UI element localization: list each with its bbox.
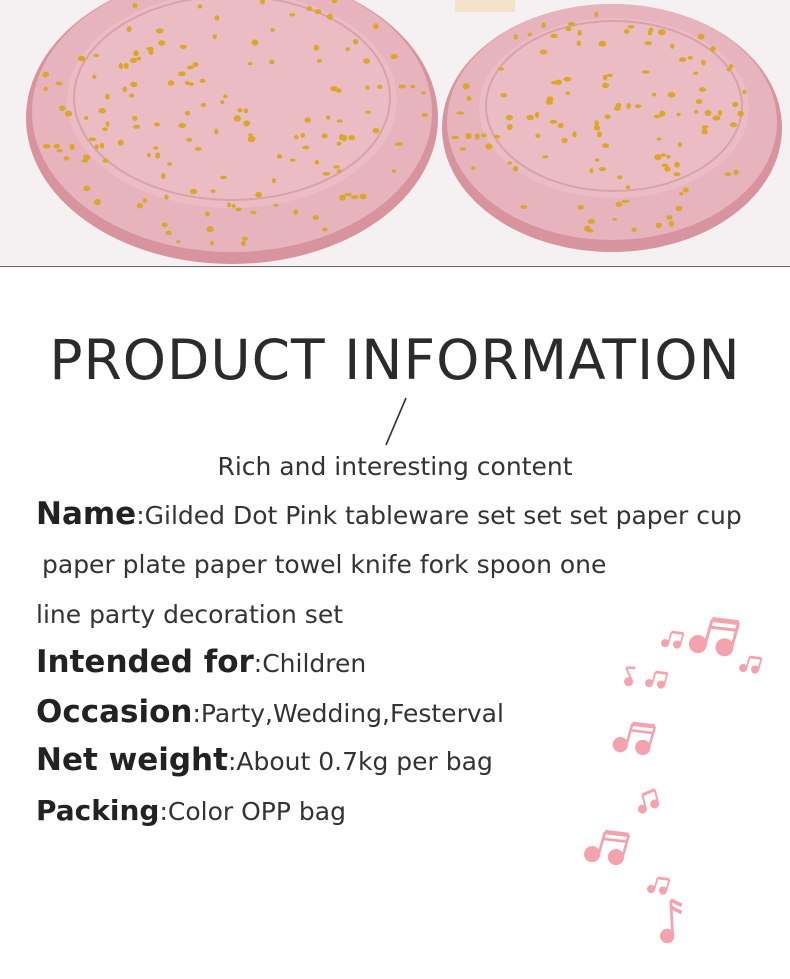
gold-dot	[658, 29, 666, 35]
gold-dot	[627, 103, 631, 109]
gold-dot	[302, 146, 309, 150]
music-note-icon	[686, 609, 742, 664]
gold-dot	[242, 237, 248, 241]
music-note-icon	[582, 823, 632, 873]
gold-dot	[514, 34, 518, 39]
gold-dot	[201, 103, 206, 107]
gold-dot	[64, 156, 70, 161]
music-note-icon	[635, 789, 660, 814]
gold-dot	[373, 23, 379, 29]
gold-dot	[616, 202, 623, 207]
gold-dot	[190, 189, 198, 194]
gold-dot	[555, 80, 562, 85]
gold-dot	[105, 94, 109, 100]
gold-dot	[214, 15, 219, 20]
gold-dot	[465, 133, 471, 139]
gold-dot	[656, 223, 662, 229]
gold-dot	[344, 193, 351, 196]
music-notes-decoration	[580, 600, 780, 960]
gold-dot	[294, 135, 299, 139]
gold-dot	[666, 155, 670, 159]
gold-dot	[540, 50, 548, 55]
gold-dot	[55, 82, 62, 86]
page-subtitle: Rich and interesting content	[217, 452, 573, 481]
gold-dot	[606, 74, 613, 77]
gold-dot	[696, 99, 703, 104]
gold-dot	[269, 60, 274, 65]
gold-dot	[481, 133, 487, 137]
gold-dot	[542, 155, 548, 158]
gold-dot	[602, 143, 609, 148]
gold-dot	[588, 229, 594, 233]
gold-dot	[642, 70, 650, 74]
gold-dot	[590, 168, 594, 173]
gold-dot	[137, 57, 141, 61]
gold-dot	[78, 56, 86, 62]
gold-dot	[451, 136, 459, 140]
gold-dot	[339, 195, 345, 201]
gold-dot	[164, 195, 168, 200]
name-row-cont-2: line party decoration set	[36, 600, 344, 629]
gold-dot	[293, 209, 298, 215]
gold-dot	[547, 96, 554, 102]
gold-dot	[456, 111, 464, 114]
gold-dot	[306, 6, 312, 11]
gold-dot	[526, 115, 534, 120]
gold-dot	[54, 144, 60, 149]
gold-dot	[272, 178, 276, 183]
gold-dot	[132, 116, 138, 121]
gold-dot	[154, 122, 160, 126]
gold-dot	[313, 215, 319, 220]
gold-dot	[733, 170, 738, 175]
gold-dot	[652, 93, 656, 97]
gold-dot	[644, 41, 652, 45]
gold-dot	[699, 87, 706, 92]
gold-dot	[485, 143, 492, 149]
gold-dot	[392, 169, 396, 172]
gold-dot	[252, 39, 259, 45]
gold-dot	[83, 186, 90, 191]
gold-dot	[737, 111, 743, 117]
gold-dot	[330, 86, 338, 91]
gold-dot	[602, 83, 609, 89]
gold-dot	[675, 206, 682, 211]
gold-dot	[398, 84, 406, 88]
gold-dot	[43, 87, 47, 91]
gold-dot	[167, 162, 172, 166]
gold-dot	[235, 208, 241, 212]
occasion-value: :Party,Wedding,Festerval	[192, 699, 504, 728]
gold-dot	[377, 85, 382, 89]
gold-dot	[666, 215, 672, 220]
gold-dot	[220, 176, 227, 180]
gold-dot	[701, 60, 706, 66]
gold-dot	[507, 161, 512, 165]
gold-dot	[339, 134, 344, 140]
gold-dot	[661, 153, 666, 156]
gold-dot	[564, 77, 572, 82]
gold-dot	[594, 120, 599, 126]
gold-dot	[561, 138, 567, 143]
gold-dot	[628, 25, 635, 29]
gold-dot	[195, 147, 202, 151]
gold-dot	[327, 14, 333, 20]
gold-dot	[234, 115, 241, 121]
gold-dot	[220, 100, 224, 104]
weight-row	[36, 742, 493, 778]
gold-dot	[614, 106, 621, 111]
gold-dot	[395, 142, 403, 146]
gold-dot	[635, 104, 642, 108]
gold-dot	[314, 45, 320, 51]
gold-dot	[315, 160, 319, 165]
gold-dot	[130, 82, 137, 88]
gold-dot	[617, 175, 622, 179]
gold-dot	[594, 12, 598, 18]
packing-label: Packing	[36, 794, 160, 827]
gold-dot	[250, 211, 256, 215]
gold-dot	[683, 188, 689, 193]
gold-dot	[248, 133, 252, 136]
music-note-icon	[644, 667, 669, 692]
gold-dot	[498, 67, 504, 70]
gold-dot	[98, 108, 106, 114]
gold-dot	[93, 54, 99, 57]
name-label: Name	[36, 496, 137, 532]
gold-dot	[624, 29, 630, 34]
gold-dot	[541, 22, 546, 28]
gold-dot	[214, 129, 218, 135]
gold-dot	[710, 46, 716, 52]
gold-dot	[566, 27, 572, 32]
gold-dot	[676, 113, 680, 116]
gold-dot	[69, 144, 74, 150]
gold-dot	[742, 90, 746, 94]
gold-dot	[705, 110, 712, 116]
gold-dot	[227, 203, 231, 208]
gold-dot	[162, 222, 168, 227]
gold-dot	[673, 172, 680, 176]
gold-dot	[95, 144, 99, 150]
gold-dot	[301, 133, 305, 138]
gold-dot	[679, 57, 686, 62]
gold-dot	[187, 66, 194, 70]
gold-dot	[158, 40, 165, 46]
gold-dot	[322, 133, 328, 138]
gold-dot	[213, 34, 217, 39]
gold-dot	[118, 140, 124, 146]
gold-dot	[185, 111, 190, 116]
gold-dot	[679, 192, 683, 195]
gold-dot	[165, 231, 171, 235]
gold-dot	[550, 34, 558, 38]
gold-dot	[244, 108, 248, 113]
gold-dot	[421, 91, 426, 94]
gold-dot	[697, 34, 704, 40]
gold-dot	[277, 154, 282, 159]
name-value: :Gilded Dot Pink tableware set set set paper cup	[136, 501, 742, 530]
gold-dot	[57, 149, 63, 152]
gold-dot	[232, 204, 236, 208]
gold-dot	[119, 63, 123, 69]
gold-dot	[290, 159, 296, 162]
gold-dot	[132, 3, 137, 9]
gold-dot	[348, 135, 355, 140]
gold-dot	[520, 205, 527, 209]
gold-dot	[713, 116, 721, 121]
gold-dot	[289, 13, 295, 16]
gold-dot	[248, 136, 256, 142]
page-title: PRODUCT INFORMATION	[49, 328, 741, 392]
gold-dot	[333, 165, 340, 168]
gold-dot	[326, 116, 330, 120]
gold-dot	[664, 166, 671, 171]
gold-dot	[315, 9, 322, 14]
gold-dot	[59, 106, 65, 112]
photo-divider	[0, 266, 790, 267]
gold-dot	[346, 47, 350, 51]
gold-dot	[694, 110, 698, 114]
gold-dot	[205, 211, 210, 216]
gold-dot	[654, 154, 661, 160]
gold-dot	[353, 39, 358, 45]
gold-dot	[143, 198, 147, 203]
gold-dot	[123, 87, 128, 93]
gold-dot	[507, 124, 513, 130]
gold-dot	[223, 94, 228, 98]
gold-dot	[391, 54, 398, 59]
gold-dot	[613, 218, 617, 221]
gold-dot	[535, 112, 539, 118]
occasion-row	[36, 694, 504, 730]
gold-dot	[566, 91, 570, 95]
gold-dot	[146, 47, 153, 51]
gold-dot	[373, 128, 380, 133]
gold-dot	[360, 194, 367, 200]
gold-dot	[124, 63, 129, 69]
gold-dot	[241, 241, 246, 247]
gold-dot	[595, 158, 599, 162]
gold-dot	[43, 144, 51, 149]
gold-dot	[578, 30, 582, 36]
gold-dot	[133, 125, 140, 129]
gold-dot	[210, 241, 214, 245]
gold-dot	[649, 27, 653, 32]
gold-dot	[599, 41, 607, 47]
name-row	[36, 496, 742, 532]
gold-dot	[572, 131, 576, 137]
gold-dot	[605, 115, 611, 119]
gold-dot	[678, 142, 683, 147]
gold-dot	[137, 203, 143, 209]
gold-dot	[365, 111, 371, 114]
weight-label: Net weight	[36, 742, 228, 778]
name-row-cont-1: paper plate paper towel knife fork spoon one	[42, 550, 607, 579]
intended-label: Intended for	[36, 644, 254, 680]
gold-dot	[199, 79, 205, 83]
gold-dot	[178, 123, 186, 128]
gold-dot	[207, 226, 214, 232]
music-note-icon	[660, 627, 685, 652]
gold-dot	[568, 22, 576, 26]
gold-dot	[147, 153, 151, 158]
weight-value: :About 0.7kg per bag	[227, 747, 493, 776]
gold-dot	[661, 164, 668, 168]
gold-dot	[732, 102, 738, 107]
gold-dot	[578, 205, 584, 210]
gold-dot	[322, 228, 328, 232]
intended-row	[36, 644, 366, 680]
gold-dot	[657, 137, 662, 140]
gold-dot	[337, 169, 343, 173]
gold-dot	[273, 204, 278, 207]
gold-dot	[153, 146, 159, 149]
product-photo	[0, 0, 790, 268]
gold-dot	[466, 96, 471, 101]
gold-dot	[475, 133, 480, 139]
occasion-label: Occasion	[36, 694, 193, 730]
gold-dot	[471, 166, 476, 170]
gold-dot	[718, 110, 722, 116]
gold-dot	[659, 111, 665, 117]
gold-dot	[243, 120, 250, 126]
gold-dot	[463, 83, 470, 89]
gold-dot	[185, 81, 189, 85]
packing-row	[36, 794, 346, 827]
gold-dot	[669, 221, 674, 227]
gold-dot	[626, 185, 631, 189]
gold-dot	[100, 143, 104, 149]
gold-dot	[631, 228, 636, 232]
gold-dot	[493, 135, 500, 139]
gold-dot	[363, 58, 370, 63]
music-note-icon	[738, 652, 763, 677]
gold-dot	[237, 108, 242, 112]
gold-dot	[211, 189, 216, 193]
gold-dot	[127, 26, 132, 32]
gold-dot	[176, 240, 180, 243]
gold-dot	[178, 71, 186, 76]
gold-dot	[365, 85, 369, 89]
gold-dot	[500, 93, 507, 97]
gold-dot	[322, 172, 330, 176]
gold-dot	[724, 172, 731, 176]
gold-dot	[255, 192, 262, 198]
intended-value: :Children	[253, 649, 367, 678]
gold-dot	[528, 33, 533, 37]
gold-dot	[81, 159, 88, 162]
gold-dot	[84, 116, 88, 120]
slash-decoration	[384, 397, 408, 447]
gold-dot	[422, 113, 428, 117]
gold-dot	[670, 44, 674, 49]
gold-dot	[197, 4, 202, 8]
gold-dot	[506, 115, 513, 121]
gold-dot	[558, 123, 564, 129]
gold-dot	[130, 58, 137, 63]
gold-dot	[550, 120, 558, 124]
gold-dot	[577, 41, 581, 47]
gold-dot	[702, 128, 707, 133]
gold-dot	[248, 62, 253, 65]
gold-dot	[337, 142, 342, 146]
gold-dot	[106, 121, 110, 127]
gold-dot	[693, 72, 698, 75]
gold-dot	[129, 94, 134, 98]
gold-dot	[688, 56, 693, 60]
music-note-icon	[610, 715, 658, 762]
music-note-icon	[620, 665, 641, 688]
gold-dot	[133, 50, 139, 56]
music-note-icon	[660, 900, 682, 943]
gold-dot	[168, 80, 175, 85]
gold-dot	[270, 28, 274, 32]
gold-dot	[668, 92, 676, 98]
gold-dot	[460, 147, 467, 150]
gold-dot	[42, 72, 49, 78]
gold-dot	[588, 219, 595, 224]
gold-dot	[65, 111, 72, 117]
pink-plate-right	[442, 4, 782, 252]
gold-dot	[102, 127, 108, 131]
gold-dot	[186, 138, 192, 142]
gold-dot	[317, 59, 322, 63]
gold-dot	[92, 75, 96, 79]
gold-dot	[180, 45, 187, 49]
gold-dot	[622, 200, 630, 203]
gold-dot	[337, 119, 343, 122]
gold-dot	[513, 166, 518, 172]
music-note-icon	[646, 873, 671, 898]
gold-dot	[161, 173, 165, 179]
gold-dot	[155, 153, 160, 159]
gold-dot	[351, 195, 359, 199]
gold-dot	[94, 199, 101, 205]
gold-dot	[535, 133, 540, 138]
gold-dot	[597, 131, 602, 137]
gold-dot	[727, 68, 732, 72]
gold-dot	[89, 138, 97, 142]
gold-dot	[674, 162, 680, 168]
gold-dot	[156, 28, 164, 33]
gold-dot	[102, 159, 109, 163]
gold-dot	[599, 167, 606, 171]
packing-value: :Color OPP bag	[159, 797, 346, 826]
gold-dot	[192, 62, 198, 67]
gold-dot	[304, 117, 311, 122]
gold-dot	[410, 85, 415, 89]
gold-dot	[730, 122, 737, 127]
